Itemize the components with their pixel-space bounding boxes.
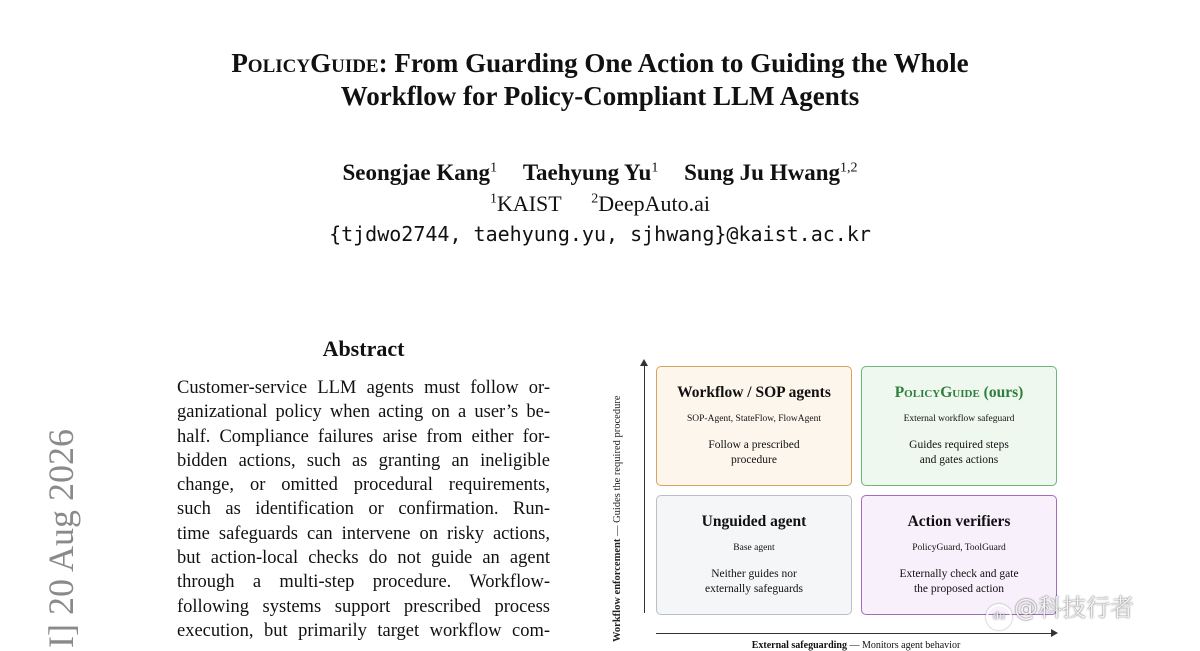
abstract-line: half. Compliance failures arise from either for- (177, 426, 550, 447)
abstract-heading: Abstract (322, 336, 405, 361)
author-emails: {tjdwo2744, taehyung.yu, sjhwang}@kaist.ac.kr (329, 222, 871, 246)
abstract-line: Customer-service LLM agents must follow or- (177, 378, 550, 398)
author: Seongjae Kang$^1$ (342, 160, 498, 185)
y-axis-arrow (644, 365, 645, 613)
quadrant-unguided-agent (656, 495, 852, 615)
quadrant-description: Externally check and gate the proposed action (899, 568, 1019, 595)
quadrant-title: Workflow / SOP agents (677, 384, 831, 401)
abstract-line: through a multi-step procedure. Workflow- (177, 572, 550, 593)
abstract-line: execution, but primarily target workflow com- (177, 620, 550, 641)
arxiv-side-stamp: I] 20 Aug 2026 (41, 429, 81, 648)
abstract-line: but action-local checks do not guide an agent (177, 548, 550, 569)
quadrant-workflow-sop-agents (656, 366, 852, 486)
quadrant-title: Action verifiers (907, 513, 1011, 530)
affiliation: $^1$KAIST (489, 191, 562, 216)
paper-title (0, 47, 1200, 113)
quadrant-title: Unguided agent (701, 513, 807, 530)
title-line-2: Workflow for Policy-Compliant LLM Agents (340, 81, 860, 111)
quadrant-subtitle: SOP-Agent, StateFlow, FlowAgent (687, 414, 821, 424)
author-list (0, 160, 1200, 186)
title-system-name: PolicyGuide (231, 48, 379, 78)
quadrant-policyguide-ours (861, 366, 1057, 486)
abstract-line: change, or omitted procedural requirements, (177, 475, 550, 496)
title-line-1-rest: : From Guarding One Action to Guiding the Whole (378, 48, 969, 78)
x-axis-arrow (656, 633, 1052, 634)
watermark: du @科技行者 (986, 588, 1134, 630)
figure-x-axis-label: External safeguarding — Monitors agent behavior (751, 640, 961, 651)
abstract-line: ganizational policy when acting on a user’s be- (177, 402, 550, 423)
quadrant-subtitle: PolicyGuard, ToolGuard (912, 543, 1006, 553)
abstract-line: following systems support prescribed process (177, 596, 550, 617)
affiliation: $^2$DeepAuto.ai (591, 191, 711, 216)
author: Taehyung Yu$^1$ (522, 160, 659, 185)
quadrant-description: Neither guides nor externally safeguards (704, 568, 804, 595)
quadrant-title: PolicyGuide (ours) (894, 384, 1024, 401)
abstract-line: time safeguards can intervene on risky actions, (177, 523, 550, 544)
quadrant-subtitle: External workflow safeguard (903, 414, 1015, 424)
title-line-1 (0, 47, 1200, 80)
figure-y-axis-label: Workflow enforcement — Guides the required procedure (612, 395, 623, 642)
affiliations (0, 191, 1200, 217)
du-paw-icon: du (986, 604, 1012, 630)
abstract-text (177, 376, 550, 643)
quadrant-subtitle: Base agent (733, 543, 775, 553)
quadrant-description: Guides required steps and gates actions (909, 439, 1009, 466)
author: Sung Ju Hwang$^{1,2}$ (684, 160, 858, 185)
abstract-line: bidden actions, such as granting an ineligible (177, 450, 550, 471)
abstract-line: such as identification or confirmation. Run- (177, 499, 550, 520)
quadrant-description: Follow a prescribed procedure (708, 439, 800, 466)
